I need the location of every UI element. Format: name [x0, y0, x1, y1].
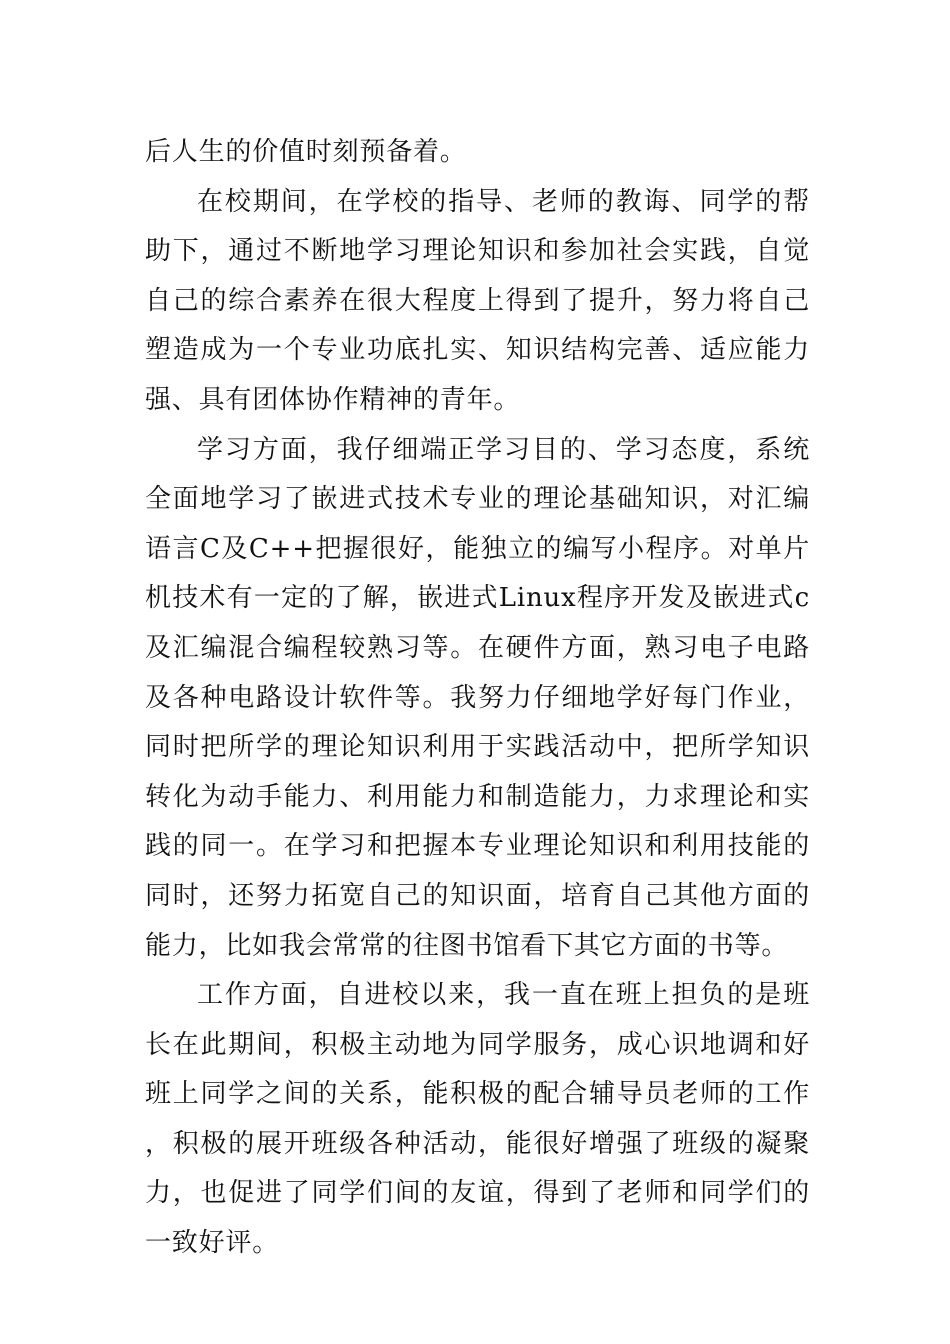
- paragraph-study: 学习方面，我仔细端正学习目的、学习态度，系统全面地学习了嵌进式技术专业的理论基础知识，对汇编语言C及C++把握很好，能独立的编写小程序。对单片机技术有一定的了解，嵌进式Linux程序开发及嵌进式c及汇编混合编程较熟习等。在硬件方面，熟习电子电路及各种电路设计软件等。我努力仔细地学好每门作业，同时把所学的理论知识利用于实践活动中，把所学知识转化为动手能力、利用能力和制造能力，力求理论和实践的同一。在学习和把握本专业理论知识和利用技能的同时，还努力拓宽自己的知识面，培育自己其他方面的能力，比如我会常常的往图书馆看下其它方面的书等。: [145, 434, 810, 961]
- document-body: [145, 128, 810, 1269]
- paragraph-campus-life: 在校期间，在学校的指导、老师的教诲、同学的帮助下，通过不断地学习理论知识和参加社会实践，自觉自己的综合素养在很大程度上得到了提升，努力将自己塑造成为一个专业功底扎实、知识结构完善、适应能力强、具有团体协作精神的青年。: [145, 186, 810, 415]
- paragraph-work: 工作方面，自进校以来，我一直在班上担负的是班长在此期间，积极主动地为同学服务，成心识地调和好班上同学之间的关系，能积极的配合辅导员老师的工作，积极的展开班级各种活动，能很好增强了班级的凝聚力，也促进了同学们间的友谊，得到了老师和同学们的一致好评。: [145, 980, 810, 1259]
- paragraph-continued: 后人生的价值时刻预备着。: [145, 137, 467, 167]
